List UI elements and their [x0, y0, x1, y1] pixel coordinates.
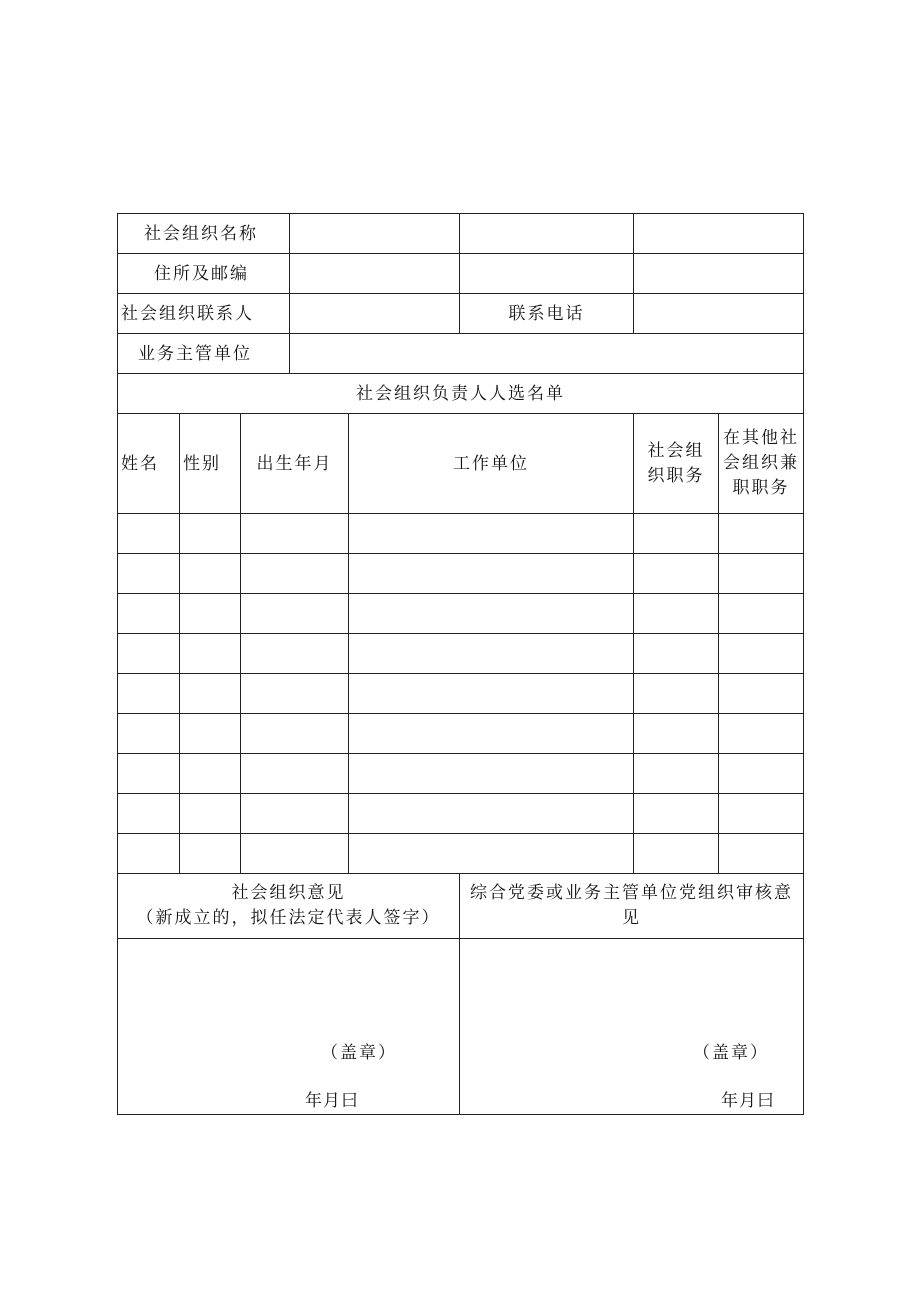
opinions-header-row: [118, 874, 804, 939]
header-other-position-line-1: 在其他社: [723, 428, 800, 448]
org-name-field-3[interactable]: [634, 214, 804, 254]
cell-name[interactable]: [118, 714, 180, 754]
cell-birth[interactable]: [241, 634, 349, 674]
candidates-header-row: [118, 414, 804, 514]
org-opinion-note: （新成立的，拟任法定代表人签字）: [136, 908, 441, 928]
cell-birth[interactable]: [241, 714, 349, 754]
header-org-position-line-2: 织职务: [647, 465, 705, 486]
cell-gender[interactable]: [180, 634, 241, 674]
row-section-title: [118, 374, 804, 414]
cell-other-position[interactable]: [719, 754, 804, 794]
cell-org-position[interactable]: [634, 674, 719, 714]
party-opinion-header: [460, 874, 804, 939]
application-form-table: [117, 213, 804, 1115]
table-row: [118, 834, 804, 874]
cell-gender[interactable]: [180, 794, 241, 834]
org-name-label: 社会组织名称: [118, 214, 290, 254]
cell-gender[interactable]: [180, 834, 241, 874]
supervisor-field[interactable]: [290, 334, 804, 374]
cell-name[interactable]: [118, 554, 180, 594]
org-opinion-title: 社会组织意见: [231, 883, 346, 903]
cell-other-position[interactable]: [719, 674, 804, 714]
table-row: [118, 554, 804, 594]
org-opinion-seal: （盖章）: [321, 1043, 398, 1063]
address-label: 住所及邮编: [118, 254, 290, 294]
table-row: [118, 514, 804, 554]
cell-gender[interactable]: [180, 594, 241, 634]
table-row: [118, 634, 804, 674]
table-row: [118, 714, 804, 754]
cell-work-unit[interactable]: [349, 514, 634, 554]
cell-work-unit[interactable]: [349, 554, 634, 594]
candidate-rows: [118, 514, 804, 874]
cell-gender[interactable]: [180, 554, 241, 594]
cell-org-position[interactable]: [634, 834, 719, 874]
cell-org-position[interactable]: [634, 714, 719, 754]
header-other-position: [719, 414, 804, 514]
row-address: [118, 254, 804, 294]
party-opinion-seal: （盖章）: [693, 1043, 770, 1063]
cell-other-position[interactable]: [719, 514, 804, 554]
header-other-position-line-3: 职职务: [732, 478, 790, 498]
cell-work-unit[interactable]: [349, 634, 634, 674]
table-row: [118, 594, 804, 634]
opinions-body-row: [118, 939, 804, 1115]
cell-birth[interactable]: [241, 674, 349, 714]
header-other-position-line-2: 会组织兼: [723, 453, 800, 473]
cell-gender[interactable]: [180, 514, 241, 554]
header-org-position-line-1: 社会组: [647, 440, 705, 461]
candidates-section-title: 社会组织负责人人选名单: [118, 374, 804, 414]
party-opinion-box[interactable]: [460, 939, 804, 1115]
header-gender: 性别: [180, 414, 241, 514]
org-opinion-box[interactable]: [118, 939, 460, 1115]
party-opinion-date: 年月曰: [721, 1091, 776, 1111]
cell-name[interactable]: [118, 674, 180, 714]
table-row: [118, 794, 804, 834]
row-org-name: [118, 214, 804, 254]
cell-birth[interactable]: [241, 794, 349, 834]
cell-birth[interactable]: [241, 834, 349, 874]
cell-name[interactable]: [118, 834, 180, 874]
cell-work-unit[interactable]: [349, 674, 634, 714]
cell-work-unit[interactable]: [349, 834, 634, 874]
phone-label: 联系电话: [460, 294, 634, 334]
cell-org-position[interactable]: [634, 754, 719, 794]
cell-work-unit[interactable]: [349, 594, 634, 634]
cell-birth[interactable]: [241, 594, 349, 634]
header-name: 姓名: [118, 414, 180, 514]
org-name-field-2[interactable]: [460, 214, 634, 254]
party-opinion-title: 综合党委或业务主管单位党组织审核意: [470, 883, 794, 903]
contact-field[interactable]: [290, 294, 460, 334]
supervisor-label: 业务主管单位: [118, 334, 290, 374]
cell-name[interactable]: [118, 594, 180, 634]
org-name-field[interactable]: [290, 214, 460, 254]
cell-org-position[interactable]: [634, 794, 719, 834]
cell-org-position[interactable]: [634, 514, 719, 554]
party-opinion-title-cont: 见: [622, 908, 642, 928]
cell-org-position[interactable]: [634, 594, 719, 634]
cell-other-position[interactable]: [719, 834, 804, 874]
cell-name[interactable]: [118, 794, 180, 834]
cell-gender[interactable]: [180, 714, 241, 754]
cell-name[interactable]: [118, 754, 180, 794]
cell-other-position[interactable]: [719, 714, 804, 754]
cell-org-position[interactable]: [634, 554, 719, 594]
row-supervisor: [118, 334, 804, 374]
cell-name[interactable]: [118, 514, 180, 554]
header-birth: 出生年月: [241, 414, 349, 514]
cell-name[interactable]: [118, 634, 180, 674]
cell-other-position[interactable]: [719, 594, 804, 634]
table-row: [118, 674, 804, 714]
header-org-position: [634, 414, 719, 514]
cell-gender[interactable]: [180, 674, 241, 714]
cell-gender[interactable]: [180, 754, 241, 794]
cell-other-position[interactable]: [719, 634, 804, 674]
header-work-unit: 工作单位: [349, 414, 634, 514]
org-opinion-date: 年月曰: [305, 1091, 360, 1111]
cell-birth[interactable]: [241, 554, 349, 594]
address-field[interactable]: [290, 254, 460, 294]
phone-field[interactable]: [634, 294, 804, 334]
cell-work-unit[interactable]: [349, 754, 634, 794]
cell-birth[interactable]: [241, 514, 349, 554]
cell-work-unit[interactable]: [349, 794, 634, 834]
org-opinion-header: [118, 874, 460, 939]
contact-label: 社会组织联系人: [118, 294, 290, 334]
address-field-3[interactable]: [634, 254, 804, 294]
cell-work-unit[interactable]: [349, 714, 634, 754]
cell-other-position[interactable]: [719, 794, 804, 834]
table-row: [118, 754, 804, 794]
cell-birth[interactable]: [241, 754, 349, 794]
cell-org-position[interactable]: [634, 634, 719, 674]
cell-other-position[interactable]: [719, 554, 804, 594]
postcode-field[interactable]: [460, 254, 634, 294]
row-contact: [118, 294, 804, 334]
